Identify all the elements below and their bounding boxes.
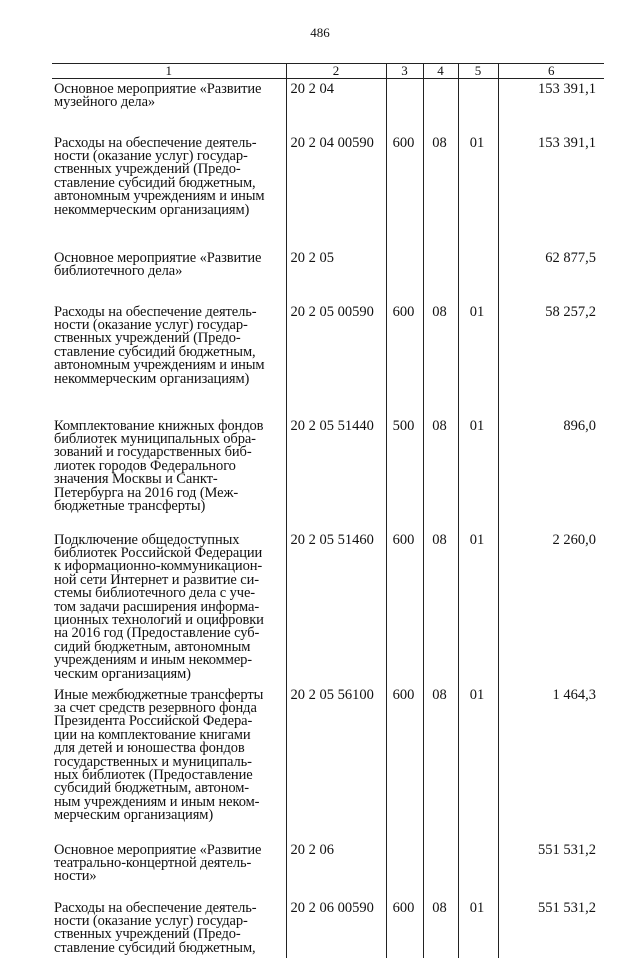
column-header-name: 1: [52, 64, 286, 79]
cell-expense-type: [386, 302, 423, 416]
cell-subsection-text: 01: [469, 531, 485, 548]
cell-amount: [498, 302, 604, 416]
cell-subsection-text: 01: [469, 899, 485, 916]
cell-target-code: [286, 302, 386, 416]
cell-target-code-text: 20 2 04 00590: [290, 134, 374, 151]
cell-amount-text: 1 464,3: [552, 686, 596, 703]
cell-section: [423, 133, 458, 248]
cell-name: [52, 416, 286, 530]
cell-target-code: [286, 416, 386, 530]
cell-amount: [498, 685, 604, 840]
cell-target-code-text: 20 2 04: [290, 81, 334, 97]
cell-amount: [498, 840, 604, 898]
cell-subsection-text: 01: [469, 303, 485, 320]
cell-section-text: 08: [432, 303, 447, 320]
cell-target-code: [286, 530, 386, 685]
cell-name-text: Расходы на обеспечение деятель- ности (оказание услуг) государ- ственных учреждений (Предо- ставление субсидий бюджетным, автономным учреждениям и иным некоммерческим организациям): [54, 303, 265, 387]
cell-section-text: 08: [432, 531, 447, 548]
table-row: [52, 133, 604, 248]
cell-name: [52, 302, 286, 416]
cell-expense-type-text: 600: [392, 531, 415, 548]
cell-section: [423, 685, 458, 840]
cell-name: [52, 840, 286, 898]
column-header-rz: 4: [423, 64, 458, 79]
table-row: [52, 79, 604, 133]
cell-section: [423, 302, 458, 416]
cell-name-text: Подключение общедоступных библиотек Российской Федерации к иформационно-коммуникацион- ной сети Интернет и развитие си- стемы библиотечного дела с уче- том задачи расширения информа- ционных технологий и оцифровки на 2016 год (Предоставление суб- сидий бюджетным, автономным учреждениям и иным некоммер- ческим организациям): [54, 531, 264, 682]
cell-section: [423, 79, 458, 133]
cell-name: [52, 248, 286, 302]
column-header-vr: 3: [386, 64, 423, 79]
cell-amount: [498, 530, 604, 685]
cell-name: [52, 898, 286, 958]
table-row: [52, 898, 604, 958]
cell-amount-text: 153 391,1: [538, 81, 596, 97]
cell-subsection-text: 01: [469, 686, 485, 703]
cell-section: [423, 416, 458, 530]
cell-section: [423, 840, 458, 898]
cell-section: [423, 248, 458, 302]
cell-name-text: Основное мероприятие «Развитие театрально-концертной деятель- ности»: [54, 841, 262, 885]
cell-name: [52, 133, 286, 248]
cell-subsection: [458, 898, 498, 958]
cell-amount-text: 62 877,5: [545, 249, 596, 266]
cell-name: [52, 79, 286, 133]
cell-subsection: [458, 133, 498, 248]
table-row: [52, 416, 604, 530]
cell-amount-text: 58 257,2: [545, 303, 596, 320]
cell-name-text: Комплектование книжных фондов библиотек муниципальных обра- зований и государственных биб- лиотек городов Федерального значения Москвы и Санкт- Петербурга на 2016 год (Меж- бюджетные трансферты): [54, 417, 264, 514]
cell-expense-type-text: 600: [392, 899, 415, 916]
cell-amount: [498, 898, 604, 958]
cell-subsection: [458, 685, 498, 840]
cell-amount-text: 896,0: [563, 417, 596, 434]
cell-name-text: Расходы на обеспечение деятель- ности (оказание услуг) государ- ственных учреждений (Предо- ставление субсидий бюджетным,: [54, 899, 257, 956]
cell-section: [423, 530, 458, 685]
cell-target-code-text: 20 2 06 00590: [290, 899, 374, 916]
cell-expense-type: [386, 840, 423, 898]
cell-subsection: [458, 530, 498, 685]
cell-amount: [498, 133, 604, 248]
cell-target-code: [286, 898, 386, 958]
cell-subsection: [458, 302, 498, 416]
cell-name: [52, 530, 286, 685]
table-row: [52, 302, 604, 416]
table-row: [52, 685, 604, 840]
cell-expense-type: [386, 133, 423, 248]
page-number: 486: [310, 25, 330, 40]
column-header-code: 2: [286, 64, 386, 79]
cell-subsection-text: 01: [469, 134, 485, 151]
cell-expense-type: [386, 416, 423, 530]
cell-section: [423, 898, 458, 958]
table-row: [52, 248, 604, 302]
cell-amount-text: 551 531,2: [538, 841, 596, 858]
table-header-row: [52, 64, 604, 79]
cell-expense-type: [386, 898, 423, 958]
cell-expense-type-text: 600: [392, 134, 415, 151]
cell-subsection: [458, 79, 498, 133]
cell-amount: [498, 79, 604, 133]
cell-target-code-text: 20 2 05 51440: [290, 417, 374, 434]
cell-amount: [498, 248, 604, 302]
cell-name: [52, 685, 286, 840]
cell-expense-type-text: 600: [392, 686, 415, 703]
cell-expense-type-text: 600: [392, 303, 415, 320]
table-row: [52, 840, 604, 898]
cell-target-code-text: 20 2 05 00590: [290, 303, 374, 320]
cell-expense-type-text: 500: [392, 417, 415, 434]
cell-expense-type: [386, 685, 423, 840]
budget-table: [52, 63, 604, 958]
cell-target-code-text: 20 2 05: [290, 249, 334, 266]
column-header-pr: 5: [458, 64, 498, 79]
cell-subsection: [458, 840, 498, 898]
cell-subsection: [458, 416, 498, 530]
cell-section-text: 08: [432, 899, 447, 916]
cell-name-text: Расходы на обеспечение деятель- ности (оказание услуг) государ- ственных учреждений (Предо- ставление субсидий бюджетным, автономным учреждениям и иным некоммерческим организациям): [54, 134, 265, 218]
cell-target-code-text: 20 2 06: [290, 841, 334, 858]
column-header-amount: 6: [498, 64, 604, 79]
cell-expense-type: [386, 248, 423, 302]
cell-target-code-text: 20 2 05 56100: [290, 686, 374, 703]
cell-amount-text: 2 260,0: [552, 531, 596, 548]
cell-target-code: [286, 685, 386, 840]
cell-target-code-text: 20 2 05 51460: [290, 531, 374, 548]
cell-section-text: 08: [432, 417, 447, 434]
cell-target-code: [286, 79, 386, 133]
cell-target-code: [286, 248, 386, 302]
cell-name-text: Основное мероприятие «Развитие библиотечного дела»: [54, 249, 262, 279]
cell-section-text: 08: [432, 134, 447, 151]
cell-name-text: Иные межбюджетные трансферты за счет средств резервного фонда Президента Российской Федера- ции на комплектование книгами для детей и юношества фондов государственных и муниципаль- ных библиотек (Предоставление субсидий бюджетным, автоном- ным учреждениям и иным неком- мерческим организациям): [54, 686, 264, 824]
cell-target-code: [286, 133, 386, 248]
cell-subsection-text: 01: [469, 417, 485, 434]
cell-name-text: Основное мероприятие «Развитие музейного дела»: [54, 81, 262, 111]
table-body: [52, 79, 604, 958]
cell-section-text: 08: [432, 686, 447, 703]
cell-amount-text: 153 391,1: [538, 134, 596, 151]
cell-expense-type: [386, 530, 423, 685]
cell-expense-type: [386, 79, 423, 133]
cell-subsection: [458, 248, 498, 302]
cell-amount: [498, 416, 604, 530]
cell-target-code: [286, 840, 386, 898]
table-row: [52, 530, 604, 685]
cell-amount-text: 551 531,2: [538, 899, 596, 916]
